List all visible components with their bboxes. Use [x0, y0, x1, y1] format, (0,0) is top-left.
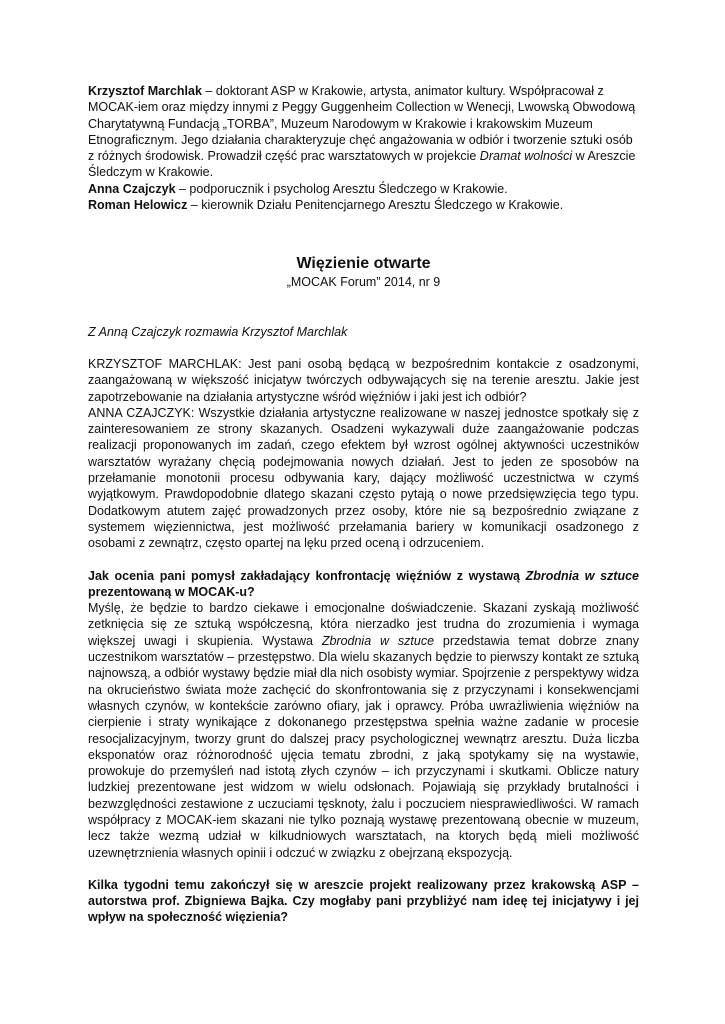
bio-name: Krzysztof Marchlak [88, 84, 202, 98]
bio-name: Roman Helowicz [88, 198, 188, 213]
project-title: Dramat wolności [479, 149, 573, 164]
answer-text: Myślę, że będzie to bardzo ciekawe i emocjonalne doświadczenie. Skazani zyskają możliwość zetknięcia się ze sztuką współczesną, która nierzadko jest trudna do zrozumienia i wymaga większej uwagi i skupienia. Wystawa [88, 601, 639, 648]
answer-text: przedstawia temat dobrze znany uczestnikom warsztatów – przestępstwo. Dla wielu skazanych będzie to pierwszy kontakt ze sztuką najnowszą, a odbiór wystawy będzie miał dla nich osobisty wymiar. Spojrzenie z perspektywy widza na okrucieństwo świata może zachęcić do skonfrontowania się z przyczynami i konsekwencjami własnych czynów, w kontekście zarówno ofiary, jak i oprawcy. Próba uwrażliwienia więźniów na cierpienie i straty wynikające z dokonanego przestępstwa spełnia ważne zadanie w procesie resocjalizacyjnym, tworzy grunt do dalszej pracy psychologicznej wewnątrz aresztu. Duża liczba eksponatów oraz różnorodność ujęcia tematu zbrodni, z jaką spotykamy się na wystawie, prowokuje do przemyśleń nad istotą złych czynów – ich przyczynami i skutkami. Oblicze natury ludzkiej prezentowane jest widzom w wielu odsłonach. Pojawiają się przykłady brutalności i bezwzględności zestawione z uczuciami tęsknoty, żalu i poczuciem niesprawiedliwości. W ramach współpracy z MOCAK-iem skazani nie tylko poznają wystawę prezentowaną obecnie w muzeum, lecz także wezmą udział w kilkudniowych warsztatach, na ktorych będą mieli możliwość uzewnętrznienia własnych opinii i odczuć w związku z obejrzaną ekspozycją. [88, 633, 639, 860]
answer-1: ANNA CZAJCZYK: Wszystkie działania artystyczne realizowane w naszej jednostce spotkały się z zainteresowaniem ze strony skazanych. Osadzeni wykazywali duże zaangażowanie podczas realizacji proponowanych im zadań, czego efektem był wzrost ogólnej aktywności uczestników warsztatów wyrażany chęcią podejmowania nowych działań. Jest to jeden ze sposobów na przełamanie monotonii procesu odbywania kary, dający możliwość uczestnictwa w czymś wyjątkowym. Prawdopodobnie dlatego skazani często pytają o nowe przedsięwzięcia tego typu. Dodatkowym atutem zajęć prowadzonych przez osoby, które nie są bezpośrednio związane z systemem więziennictwa, jest możliwość przełamania bariery w komunikacji osadzonego z osobami z zewnątrz, często opartej na lęku przed oceną i odrzuceniem. [88, 405, 639, 551]
bio-helowicz [88, 197, 639, 213]
bio-text: – doktorant ASP w Krakowie, artysta, animator kultury. Współpracował z MOCAK-iem oraz między innymi z Peggy Guggenheim Collection w Wenecji, Lwowską Obwodową Charytatywną Fundacją „TORBA”, Muzeum Narodowym w Krakowie i krakowskim Muzeum Etnograficznym. Jego działania charakteryzuje chęć angażowania w odbiór i tworzenie sztuki osób z różnych środowisk. Prowadził część prac warsztatowych w projekcie [88, 84, 636, 164]
question-3: Kilka tygodni temu zakończył się w areszcie projekt realizowany przez krakowską ASP – autorstwa prof. Zbigniewa Bajka. Czy mogłaby pani przybliżyć nam ideę tej inicjatywy i jej wpływ na społeczność więzienia? [88, 877, 639, 925]
article-subtitle: „MOCAK Forum” 2014, nr 9 [286, 275, 441, 290]
bio-text: – podporucznik i psycholog Aresztu Śledczego w Krakowie. [175, 181, 508, 196]
article-title: Więzienie otwarte [296, 255, 431, 273]
bio-text: w Areszcie Śledczym w Krakowie. [88, 149, 636, 180]
article-intro: Z Anną Czajczyk rozmawia Krzysztof Marchlak [88, 324, 348, 339]
bio-czajczyk [88, 181, 639, 197]
answer-2 [88, 600, 639, 861]
bio-text: – kierownik Działu Penitencjarnego Aresztu Śledczego w Krakowie. [187, 198, 564, 213]
exhibition-title: Zbrodnia w sztuce [525, 568, 639, 583]
question-2 [88, 568, 639, 601]
bio-marchlak [88, 83, 639, 181]
question-text: prezentowaną w MOCAK-u? [88, 584, 255, 599]
question-text: Jak ocenia pani pomysł zakładający konfrontację więźniów z wystawą [88, 568, 526, 583]
interviewer-question-1: KRZYSZTOF MARCHLAK: Jest pani osobą będącą w bezpośrednim kontakcie z osadzonymi, zaangażowaną w większość inicjatyw twórczych odbywających się na terenie aresztu. Jakie jest zapotrzebowanie na działania artystyczne wśród więźniów i jaki jest ich odbiór? [88, 356, 639, 404]
document-page [88, 83, 639, 926]
bio-name: Anna Czajczyk [88, 181, 176, 196]
exhibition-title: Zbrodnia w sztuce [321, 633, 435, 648]
